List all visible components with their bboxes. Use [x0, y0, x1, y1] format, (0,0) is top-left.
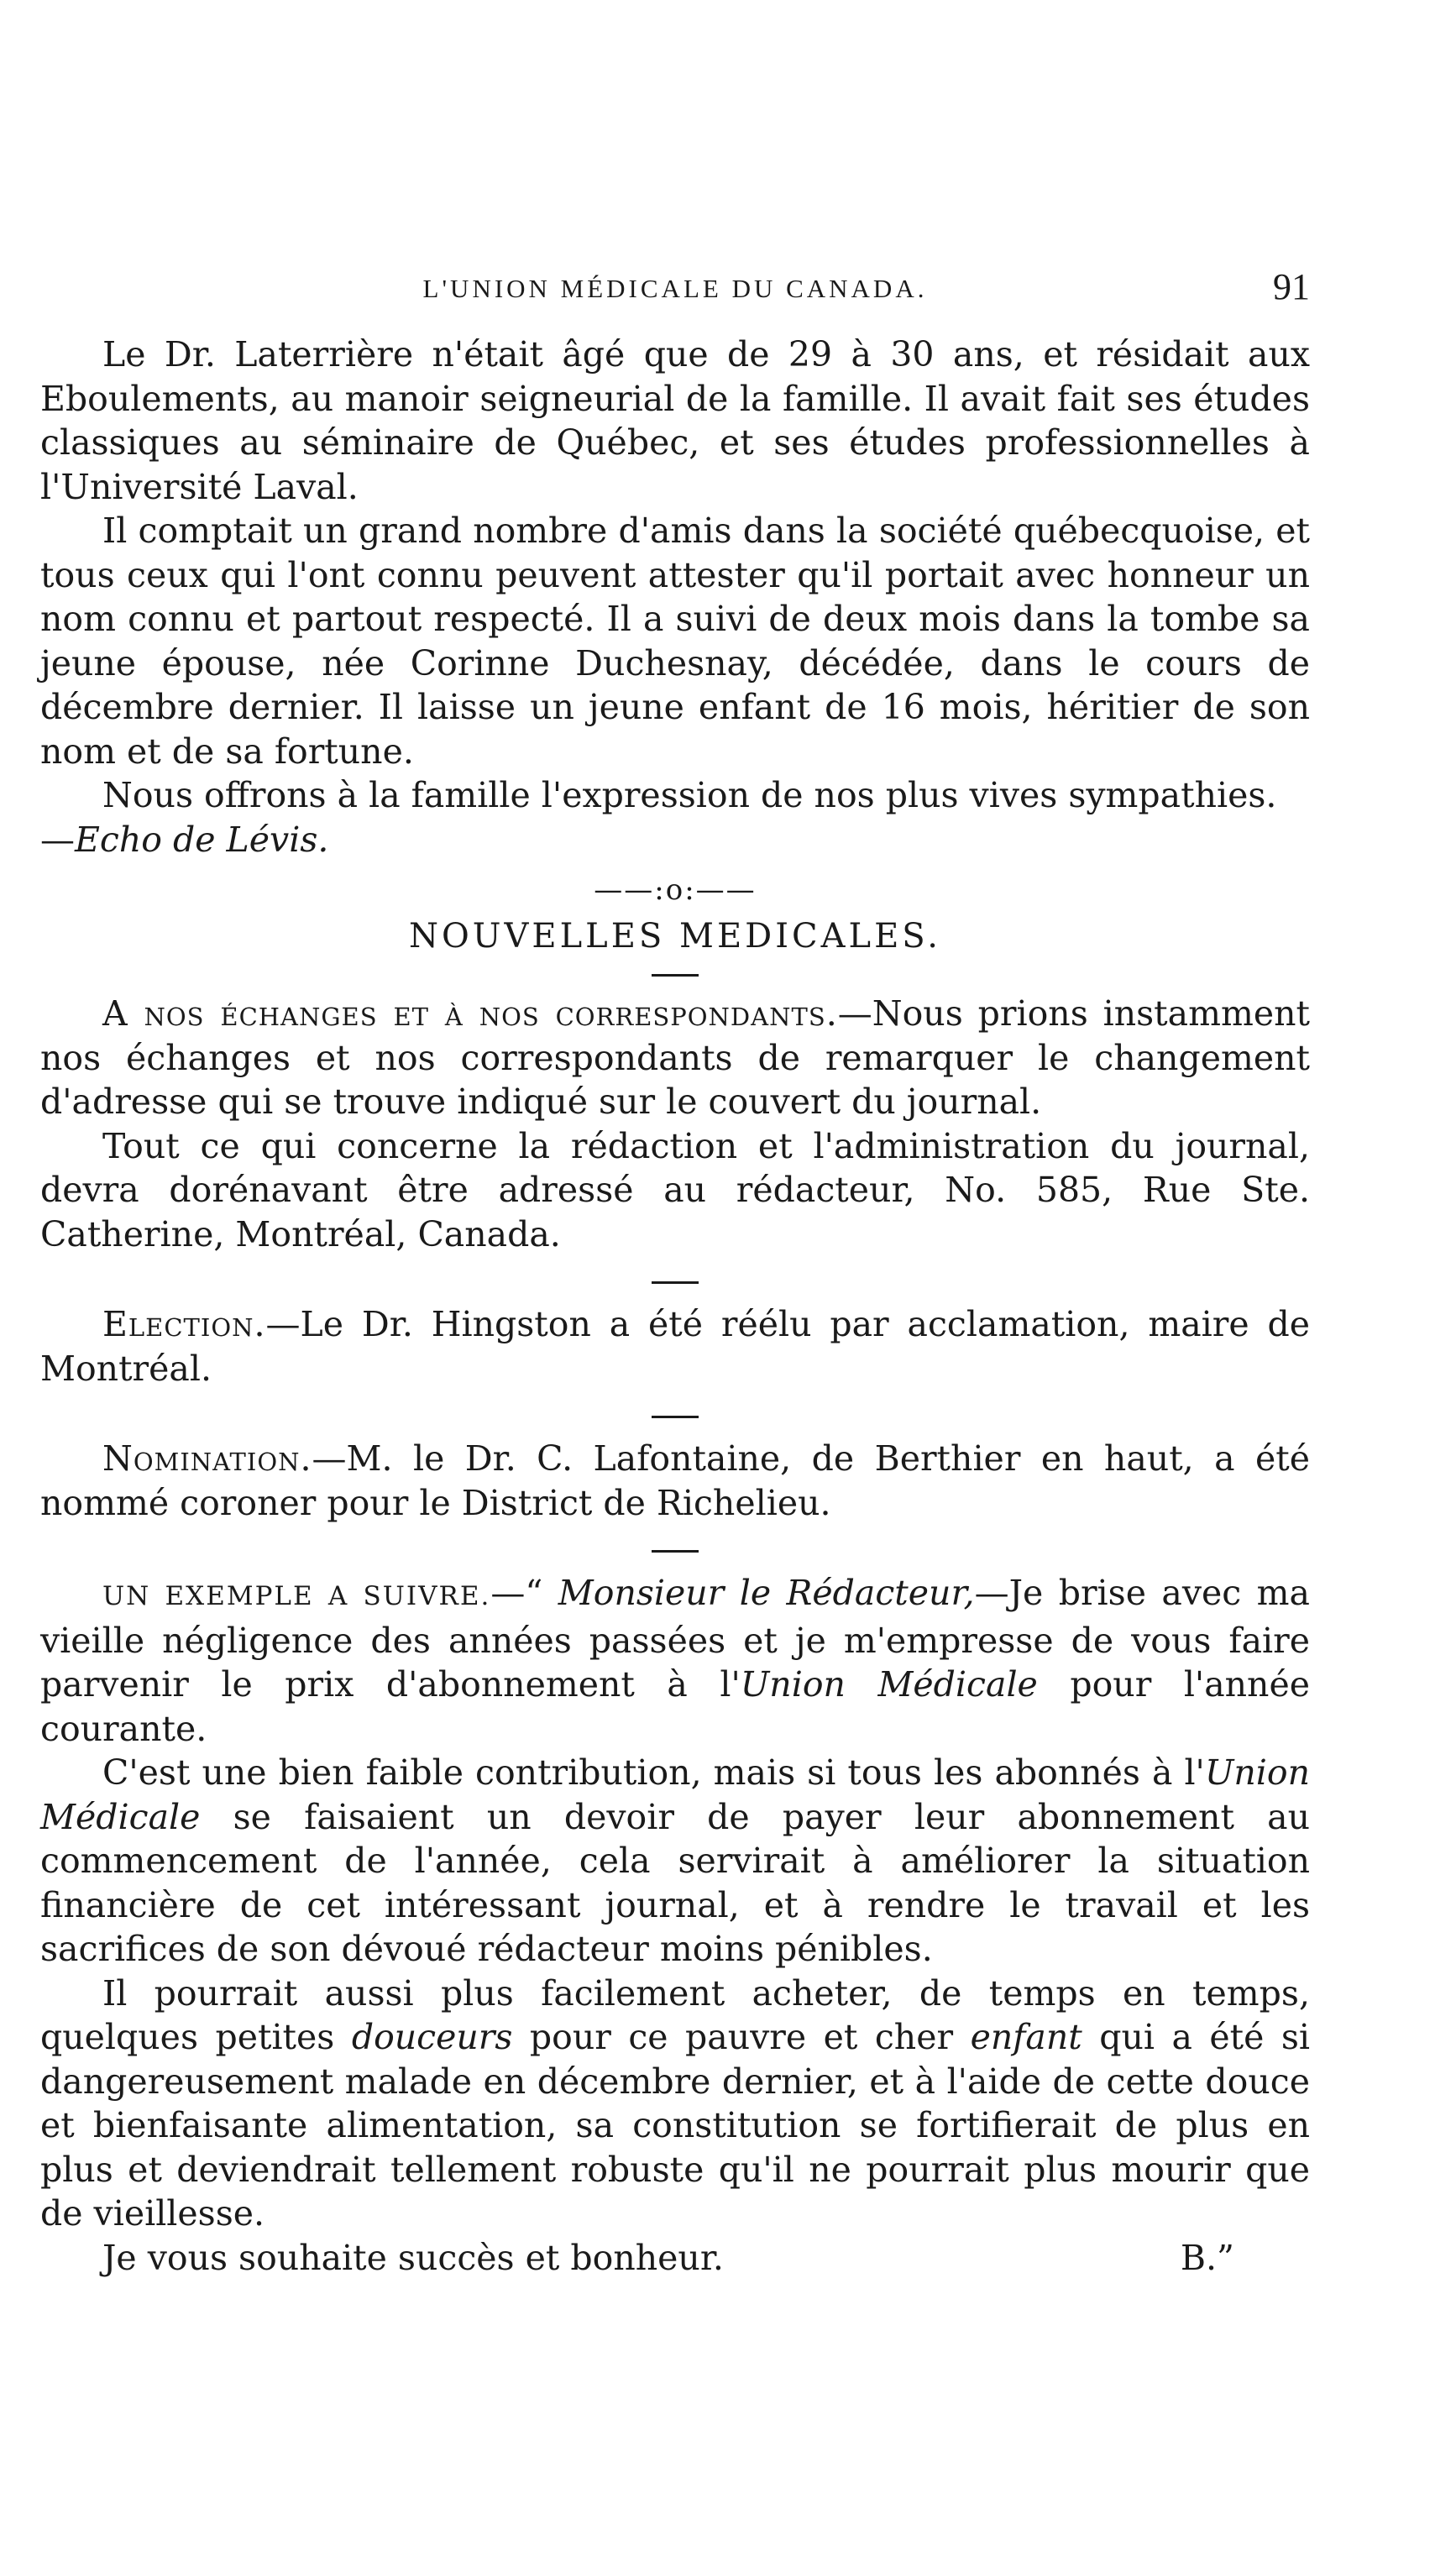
notice-nomination: [40, 1437, 1310, 1525]
letter-p2-before: C'est une bien faible contribution, mais si tous les abonnés à l': [102, 1752, 1205, 1793]
notice-changes-address: Tout ce qui concerne la rédaction et l'administration du journal, devra dorénavant être adressé au rédacteur, No. 585, Rue Ste. Catherine, Montréal, Canada.: [40, 1125, 1310, 1254]
running-title: L'UNION MÉDICALE DU CANADA.: [422, 274, 928, 303]
divider-dash: [652, 974, 699, 977]
notice-example-paragraph-1: [40, 1571, 1310, 1751]
letter-text-2: pour l'année courante.: [40, 1664, 1310, 1749]
letter-signature: B.”: [1180, 2237, 1234, 2278]
notice-changes-paragraph: [40, 992, 1310, 1124]
notice-example-paragraph-2: [40, 1751, 1310, 1972]
notice-example-heading: UN EXEMPLE A SUIVRE.: [102, 1581, 491, 1611]
notice-election: [40, 1302, 1310, 1390]
letter-p3-b: pour ce pauvre et cher: [512, 2017, 971, 2057]
notice-nomination-text: —M. le Dr. C. Lafontaine, de Berthier en haut, a été nommé coroner pour le District de Richelieu.: [40, 1438, 1310, 1523]
divider-dash: [652, 1550, 699, 1553]
obituary-source: [40, 818, 1310, 862]
letter-closing-line: [40, 2236, 1310, 2281]
notice-nomination-heading: Nomination.: [102, 1438, 312, 1479]
letter-text-1: —Je brise avec ma vieille négligence des années passées et je m'empresse de vous faire parvenir le prix d'abonnement à l': [40, 1573, 1310, 1705]
page-number: 91: [1273, 266, 1310, 307]
source-name: Echo de Lévis.: [75, 819, 329, 860]
obituary-paragraph-2: Il comptait un grand nombre d'amis dans la société québecquoise, et tous ceux qui l'ont connu peuvent attester qu'il portait avec honneur un nom connu et partout respecté. Il a suivi de deux mois dans la tombe sa jeune épouse, née Corinne Duchesnay, décédée, dans le cours de décembre dernier. Il laisse un jeune enfant de 16 mois, héritier de son nom et de sa fortune.: [40, 511, 1310, 772]
word-enfant: enfant: [970, 2017, 1082, 2057]
divider-dash: [652, 1416, 699, 1418]
section-title: NOUVELLES MEDICALES.: [408, 917, 941, 956]
letter-p2-after: se faisaient un devoir de payer leur abonnement au commencement de l'année, cela servirait à améliorer la situation financière de cet intéressant journal, et à rendre le travail et les sacrifices de son dévoué rédacteur moins pénibles.: [40, 1796, 1310, 1969]
obituary-paragraph-1: Le Dr. Laterrière n'était âgé que de 29 à 30 ans, et résidait aux Eboulements, au manoir seigneurial de la famille. Il avait fait ses études classiques au séminaire de Québec, et ses études professionnelles à l'Université Laval.: [40, 334, 1310, 507]
obituary-section: [40, 333, 1310, 862]
notice-election-heading: Election.: [102, 1304, 266, 1344]
notice-example: [40, 1571, 1310, 2280]
journal-name: Union Médicale: [40, 1752, 1310, 1837]
word-douceurs: douceurs: [351, 2017, 513, 2057]
open-quote: —“: [490, 1573, 558, 1613]
journal-name: Union Médicale: [740, 1664, 1038, 1705]
source-dash: —: [40, 819, 75, 860]
notice-changes-heading: A nos échanges et à nos correspondants.: [102, 993, 838, 1034]
letter-p3-a: Il pourrait aussi plus facilement acheter, de temps en temps, quelques petites: [40, 1972, 1310, 2057]
divider-dash: [652, 1281, 699, 1284]
notice-election-paragraph: [40, 1302, 1310, 1390]
notice-example-paragraph-3: [40, 1972, 1310, 2236]
letter-p3-c: qui a été si dangereusement malade en décembre dernier, et à l'aide de cette douce et bienfaisante alimentation, sa constitution se fortifierait de plus en plus et deviendrait tellement robuste qu'il ne pourrait plus mourir que de vieillesse.: [40, 2017, 1311, 2234]
letter-closing: Je vous souhaite succès et bonheur.: [102, 2237, 724, 2278]
journal-page: [40, 252, 1310, 2280]
salutation: Monsieur le Rédacteur,: [558, 1573, 975, 1613]
page-header: [40, 252, 1310, 307]
notice-election-text: —Le Dr. Hingston a été réélu par acclamation, maire de Montréal.: [40, 1304, 1310, 1389]
notice-changes-text: —Nous prions instamment nos échanges et nos correspondants de remarquer le changement d'adresse qui se trouve indiqué sur le couvert du journal.: [40, 993, 1310, 1122]
section-separator: ——:o:——: [594, 873, 757, 907]
obituary-paragraph-3: Nous offrons à la famille l'expression de nos plus vives sympathies.: [102, 775, 1277, 815]
notice-changes: [40, 992, 1310, 1256]
notice-nomination-paragraph: [40, 1437, 1310, 1525]
